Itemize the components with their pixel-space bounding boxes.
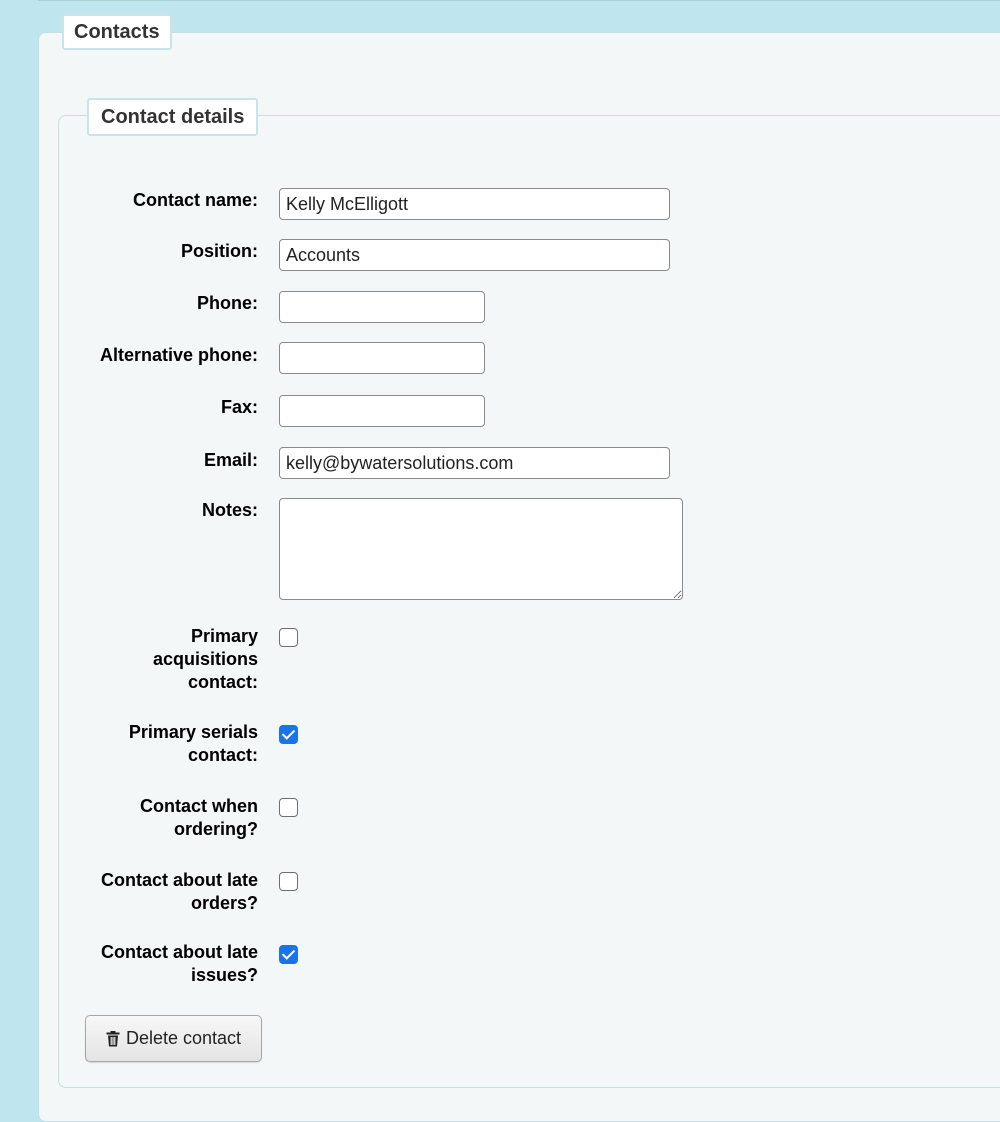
alt-phone-input[interactable] — [279, 342, 485, 374]
late-orders-label-line: orders? — [190, 893, 258, 913]
position-input[interactable] — [279, 239, 670, 271]
contact-when-ordering-label — [140, 795, 258, 841]
contact-details-legend: Contact details — [87, 98, 258, 136]
late-issues-label — [101, 941, 258, 987]
primary-acquisitions-label — [153, 625, 258, 694]
fax-label: Fax: — [220, 397, 258, 417]
top-divider — [38, 0, 1000, 1]
phone-input[interactable] — [279, 291, 485, 323]
phone-label: Phone: — [197, 293, 258, 313]
primary-serials-label — [129, 721, 258, 767]
trash-icon — [106, 1031, 120, 1047]
notes-textarea[interactable] — [279, 498, 683, 600]
contacts-legend: Contacts — [62, 14, 172, 50]
position-label: Position: — [181, 241, 258, 261]
delete-contact-button[interactable] — [85, 1015, 262, 1062]
primary-acquisitions-label-line: contact: — [187, 672, 258, 692]
email-label: Email: — [203, 450, 258, 470]
primary-acquisitions-checkbox[interactable] — [279, 628, 298, 647]
primary-serials-checkbox[interactable] — [279, 725, 298, 744]
delete-contact-label: Delete contact — [125, 1028, 242, 1048]
primary-serials-label-line: Primary serials — [128, 722, 258, 742]
contact-when-ordering-checkbox[interactable] — [279, 798, 298, 817]
primary-serials-label-line: contact: — [187, 745, 258, 765]
contact-name-label: Contact name: — [132, 190, 258, 210]
late-orders-checkbox[interactable] — [279, 872, 298, 891]
page-top-band — [0, 0, 1000, 14]
late-orders-label-line: Contact about late — [100, 870, 258, 890]
primary-acquisitions-label-line: acquisitions — [152, 649, 258, 669]
email-input[interactable] — [279, 447, 670, 479]
contact-when-ordering-label-line: ordering? — [174, 819, 258, 839]
late-issues-label-line: Contact about late — [100, 942, 258, 962]
late-issues-label-line: issues? — [190, 965, 258, 985]
contact-when-ordering-label-line: Contact when — [139, 796, 258, 816]
contact-name-input[interactable] — [279, 188, 670, 220]
late-orders-label — [101, 869, 258, 915]
primary-acquisitions-label-line: Primary — [190, 626, 258, 646]
late-issues-checkbox[interactable] — [279, 945, 298, 964]
notes-label: Notes: — [201, 500, 258, 520]
fax-input[interactable] — [279, 395, 485, 427]
alt-phone-label: Alternative phone: — [99, 345, 258, 365]
